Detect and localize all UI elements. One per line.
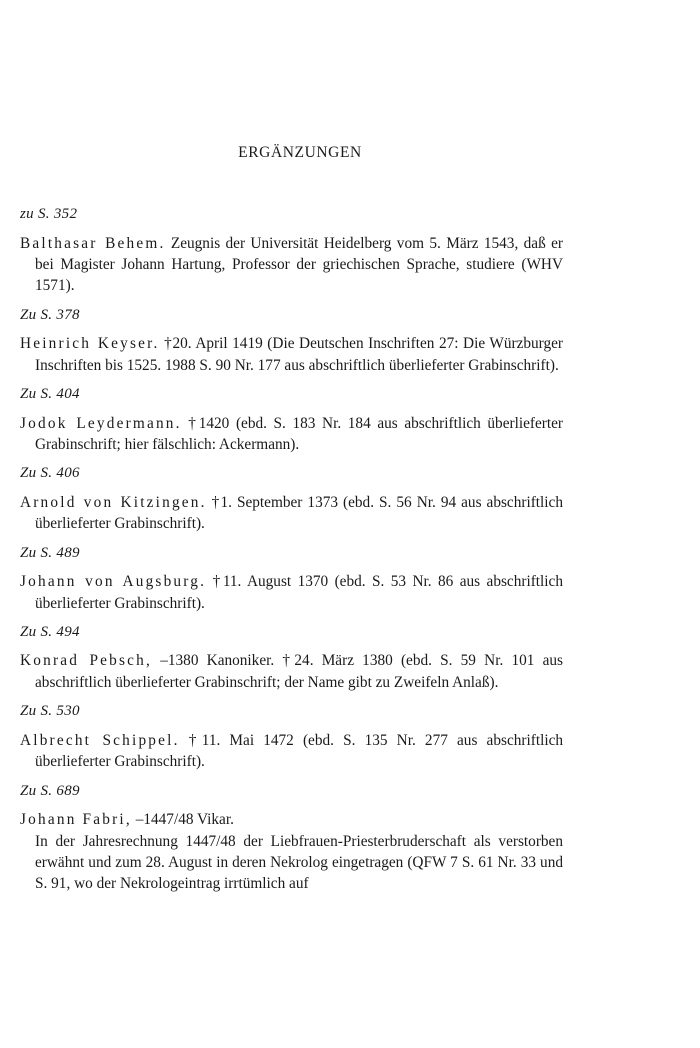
entry-description: †1. September 1373 (ebd. S. 56 Nr. 94 aus abschriftlich überlieferter Grabinschrift).	[35, 493, 563, 533]
entry-description: –1447/48 Vikar.	[131, 811, 234, 829]
person-name: Heinrich Keyser.	[20, 335, 160, 353]
page-reference: Zu S. 404	[20, 386, 80, 403]
addendum-entry	[20, 622, 563, 693]
page-reference: Zu S. 530	[20, 703, 80, 720]
entry-description: Zeugnis der Universität Heidelberg vom 5. März 1543, daß er bei Magister Johann Hartung, Professor der griechischen Sprache, studiere (WHV 1571).	[35, 234, 563, 295]
entry-description: †11. Mai 1472 (ebd. S. 135 Nr. 277 aus abschriftlich überlieferter Grabinschrift).	[35, 731, 564, 771]
entry-description: †20. April 1419 (Die Deutschen Inschriften 27: Die Würzburger Inschriften bis 1525. 1988 S. 90 Nr. 177 aus abschriftlich überlieferter Grabinschrift).	[35, 335, 564, 374]
addendum-entry	[20, 305, 563, 376]
page-reference: Zu S. 689	[20, 782, 80, 799]
entry-description: –1380 Kanoniker. †24. März 1380 (ebd. S. 59 Nr. 101 aus abschriftlich überlieferter Grabinschrift; der Name gibt zu Zweifeln Anlaß).	[35, 652, 563, 691]
person-name: Johann Fabri,	[20, 811, 132, 829]
addendum-entry	[20, 543, 563, 614]
person-name: Albrecht Schippel.	[20, 731, 180, 749]
page-reference: Zu S. 378	[20, 306, 80, 323]
entry-text	[20, 730, 563, 773]
addendum-entry	[20, 204, 563, 297]
entry-text	[20, 233, 563, 297]
page-reference: Zu S. 494	[20, 623, 80, 640]
addendum-entry	[20, 384, 563, 455]
entry-description: †1420 (ebd. S. 183 Nr. 184 aus abschriftlich überlieferter Grabinschrift; hier fälschlich: Ackermann).	[35, 414, 563, 453]
page-reference: Zu S. 489	[20, 544, 80, 561]
addendum-entry	[20, 781, 563, 895]
person-name: Johann von Augsburg.	[20, 573, 207, 591]
person-name: Jodok Leydermann.	[20, 414, 182, 432]
addendum-entry	[20, 463, 563, 534]
entry-description: †11. August 1370 (ebd. S. 53 Nr. 86 aus abschriftlich überlieferter Grabinschrift).	[35, 573, 563, 612]
page-reference: Zu S. 406	[20, 465, 80, 482]
entry-text	[20, 571, 563, 614]
person-name: Balthasar Behem.	[20, 234, 166, 252]
entry-text	[20, 492, 563, 535]
entry-text	[20, 650, 563, 693]
person-name: Arnold von Kitzingen.	[20, 493, 207, 511]
entry-text	[20, 809, 563, 895]
page-reference: zu S. 352	[20, 206, 78, 222]
page-heading: ERGÄNZUNGEN	[238, 144, 362, 161]
addendum-entry	[20, 701, 563, 772]
entry-text	[20, 413, 563, 456]
entry-paragraph: In der Jahresrechnung 1447/48 der Liebfrauen-Priesterbruderschaft als verstorben erwähnt und zum 28. August in deren Nekrolog eingetragen (QFW 7 S. 61 Nr. 33 und S. 91, wo der Nekrologeintrag irrtümlich auf	[35, 832, 563, 893]
addenda-list	[20, 204, 563, 903]
person-name: Konrad Pebsch,	[20, 652, 153, 670]
entry-text	[20, 333, 563, 376]
